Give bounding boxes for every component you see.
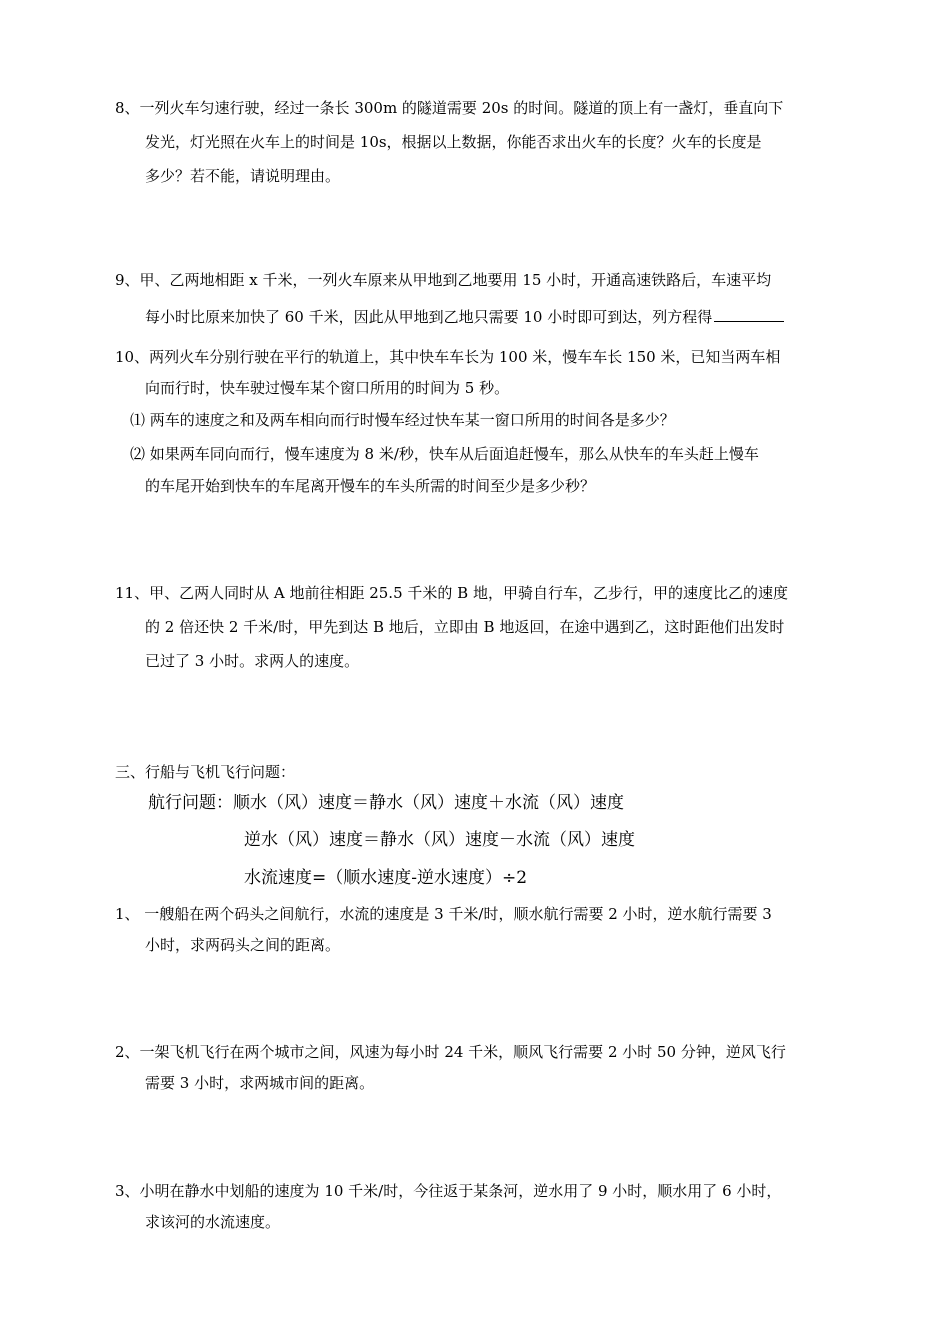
q9-line1: 9、甲、乙两地相距 x 千米，一列火车原来从甲地到乙地要用 15 小时，开通高速铁路后，车速平均 xyxy=(115,271,772,289)
section3-heading: 三、行船与飞机飞行问题： xyxy=(115,763,296,781)
q10-sub1: ⑴ 两车的速度之和及两车相向而行时慢车经过快车某一窗口所用的时间各是多少？ xyxy=(130,411,675,429)
q11-line1: 11、甲、乙两人同时从 A 地前往相距 25.5 千米的 B 地，甲骑自行车，乙步行，甲的速度比乙的速度 xyxy=(115,584,788,602)
formula-1: 航行问题：顺水（风）速度＝静水（风）速度＋水流（风）速度 xyxy=(148,793,624,813)
p1-line2: 小时，求两码头之间的距离。 xyxy=(145,936,341,954)
formula-3: 水流速度=（顺水速度-逆水速度）÷2 xyxy=(244,868,528,888)
p3-line2: 求该河的水流速度。 xyxy=(145,1213,281,1231)
q9-line2 xyxy=(145,307,784,327)
q11-line3: 已过了 3 小时。求两人的速度。 xyxy=(145,652,360,670)
q8-line1: 8、一列火车匀速行驶，经过一条长 300m 的隧道需要 20s 的时间。隧道的顶上有一盏灯，垂直向下 xyxy=(115,99,784,117)
q10-sub2-line2: 的车尾开始到快车的车尾离开慢车的车头所需的时间至少是多少秒？ xyxy=(145,477,596,495)
p2-line1: 2、一架飞机飞行在两个城市之间，风速为每小时 24 千米，顺风飞行需要 2 小时 50 分钟，逆风飞行 xyxy=(115,1043,786,1061)
q10-sub2-line1: ⑵ 如果两车同向而行，慢车速度为 8 米/秒，快车从后面追赶慢车，那么从快车的车头赶上慢车 xyxy=(130,445,759,463)
q8-line2: 发光，灯光照在火车上的时间是 10s，根据以上数据，你能否求出火车的长度？火车的长度是 xyxy=(145,133,762,151)
q11-line2: 的 2 倍还快 2 千米/时，甲先到达 B 地后，立即由 B 地返回，在途中遇到乙，这时距他们出发时 xyxy=(145,618,785,636)
formula-2: 逆水（风）速度＝静水（风）速度－水流（风）速度 xyxy=(244,830,635,850)
p1-line1: 1、 一艘船在两个码头之间航行，水流的速度是 3 千米/时，顺水航行需要 2 小时，逆水航行需要 3 xyxy=(115,905,772,923)
q10-line2: 向而行时，快车驶过慢车某个窗口所用的时间为 5 秒。 xyxy=(145,379,510,397)
p2-line2: 需要 3 小时，求两城市间的距离。 xyxy=(145,1074,375,1092)
p3-line1: 3、小明在静水中划船的速度为 10 千米/时，今往返于某条河，逆水用了 9 小时，顺水用了 6 小时， xyxy=(115,1182,782,1200)
q9-line2-text: 每小时比原来加快了 60 千米，因此从甲地到乙地只需要 10 小时即可到达，列方程得 xyxy=(145,308,713,326)
q8-line3: 多少？若不能，请说明理由。 xyxy=(145,167,341,185)
q10-line1: 10、两列火车分别行驶在平行的轨道上，其中快车车长为 100 米，慢车车长 150 米，已知当两车相 xyxy=(115,348,781,366)
answer-blank xyxy=(714,307,784,322)
